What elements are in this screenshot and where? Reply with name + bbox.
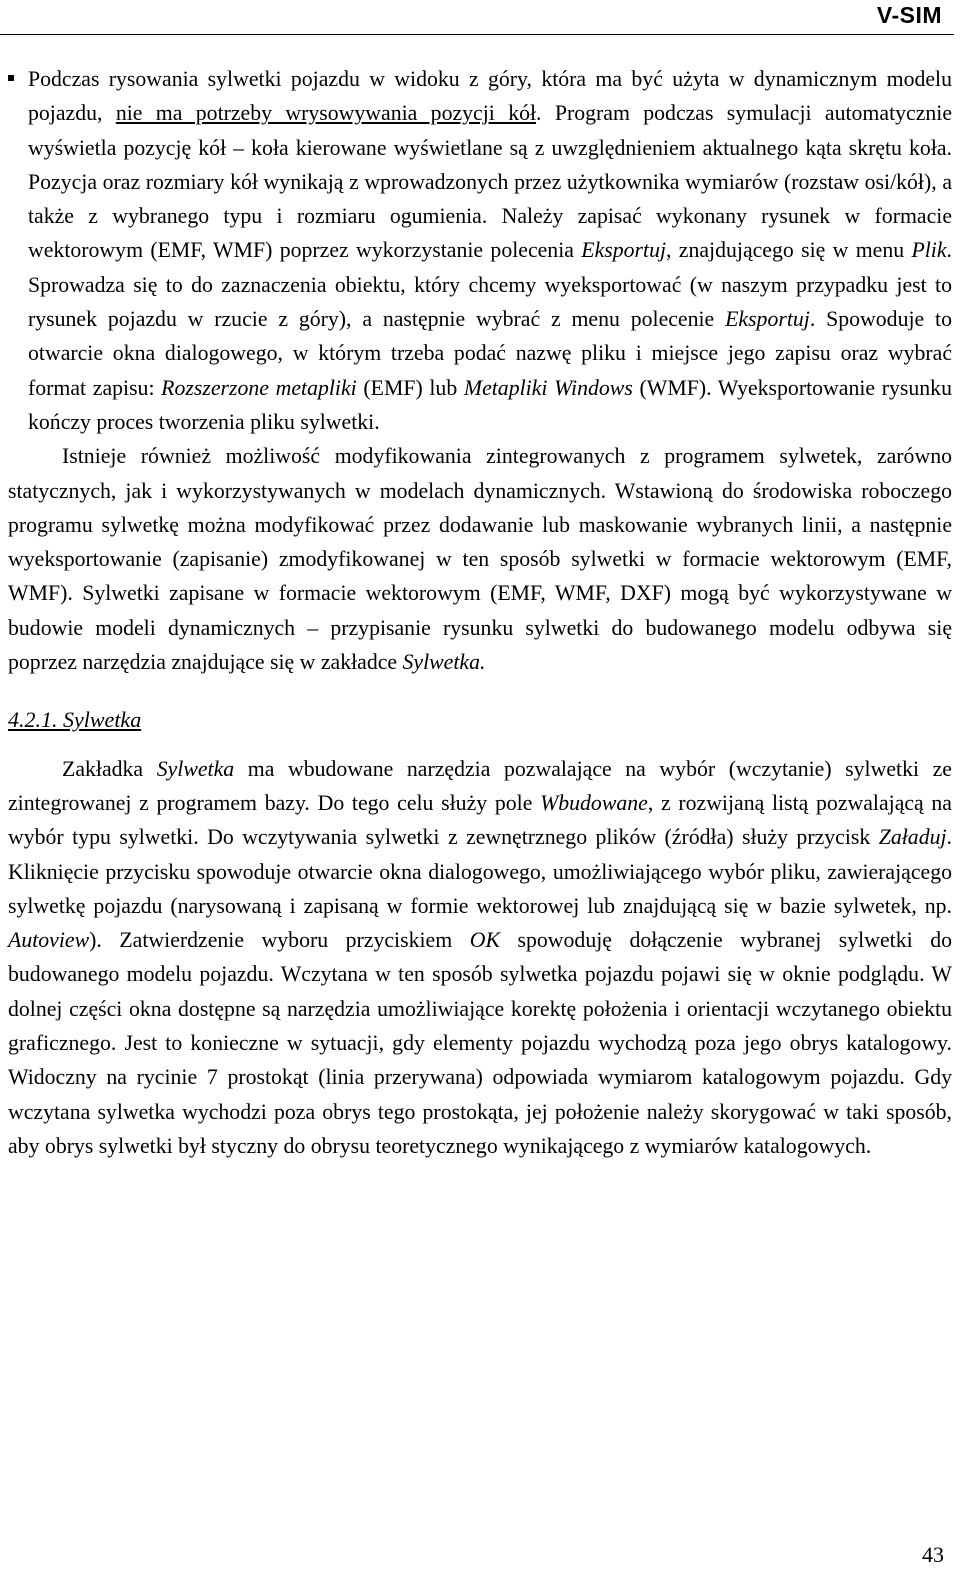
paragraph-modification	[8, 439, 952, 679]
italic-term-sylwetka: Sylwetka	[156, 756, 235, 781]
bullet-text: . Sprowadza się to do zaznaczenia obiektu, który chcemy wyeksportować (w naszym przypadku jest to rysunek pojazdu w rzucie z góry), a następnie wybrać z menu polecenie	[28, 238, 952, 332]
italic-term-ok: OK	[469, 928, 500, 953]
paragraph-text: ). Zatwierdzenie wyboru przyciskiem	[89, 928, 470, 953]
bullet-paragraph	[8, 62, 952, 439]
italic-term-autoview: Autoview	[8, 928, 90, 953]
bullet-text: Podczas rysowania sylwetki pojazdu w widoku z góry, która ma być użyta w dynamicznym modelu pojazdu,	[28, 67, 952, 126]
paragraph-text: . Kliknięcie przycisku spowoduje otwarcie okna dialogowego, umożliwiającego wybór pliku, zawierającego sylwetkę pojazdu (narysowaną i zapisaną w formie wektorowej lub znajdującą się w bazie sylwetek, np.	[8, 825, 952, 918]
bullet-text: (EMF) lub	[356, 375, 464, 400]
underlined-phrase: nie ma potrzeby wrysowywania pozycji kół	[115, 101, 537, 126]
document-body	[8, 62, 952, 1163]
paragraph-text: Istnieje również możliwość modyfikowania zintegrowanych z programem sylwetek, zarówno statycznych, jak i wykorzystywanych w modelach dynamicznych. Wstawioną do środowiska roboczego programu sylwetkę można modyfikować przez dodawanie lub maskowanie wybranych linii, a następnie wyeksportowanie (zapisanie) zmodyfikowanej w ten sposób sylwetki w formacie wektorowym (EMF, WMF). Sylwetki zapisane w formacie wektorowym (EMF, WMF, DXF) mogą być wykorzystywane w budowie modeli dynamicznych – przypisanie rysunku sylwetki do budowanego modelu odbywa się poprzez narzędzia znajdujące się w zakładce	[8, 444, 952, 675]
bullet-text: (WMF). Wyeksportowanie rysunku kończy proces tworzenia pliku sylwetki.	[28, 375, 952, 434]
bullet-text: , znajdującego się w menu	[666, 238, 912, 263]
paragraph-text: Zakładka	[62, 756, 157, 781]
page-header	[0, 0, 954, 35]
paragraph-text: , z rozwijaną listą pozwalającą na wybór typu sylwetki. Do wczytywania sylwetki z zewnętrznego plików (źródła) służy przycisk	[8, 790, 952, 850]
header-title: V-SIM	[876, 2, 942, 28]
italic-term-wbudowane: Wbudowane	[540, 790, 648, 815]
paragraph-sylwetka-tab	[8, 752, 952, 1164]
italic-term-plik: Plik	[911, 238, 947, 263]
bullet-text: . Program podczas symulacji automatycznie wyświetla pozycję kół – koła kierowane wyświetlane są z uwzględnieniem aktualnego kąta skrętu koła. Pozycja oraz rozmiary kół wynikają z wprowadzonych przez użytkownika wymiarów (rozstaw osi/kół), a także z wybranego typu i rozmiaru ogumienia. Należy zapisać wykonany rysunek w formacie wektorowym (EMF, WMF) poprzez wykorzystanie polecenia	[28, 101, 952, 263]
italic-term-sylwetka: Sylwetka.	[402, 650, 486, 675]
section-heading	[8, 703, 952, 737]
italic-term-rozszerzone-metapliki: Rozszerzone metapliki	[161, 375, 357, 400]
italic-term-zaladuj: Załaduj	[878, 825, 947, 850]
italic-term-eksportuj: Eksportuj	[581, 238, 667, 263]
italic-term-eksportuj: Eksportuj	[725, 307, 810, 332]
page-number: 43	[922, 1542, 944, 1567]
paragraph-text: ma wbudowane narzędzia pozwalające na wybór (wczytanie) sylwetki ze zintegrowanej z programem bazy. Do tego celu służy pole	[8, 756, 952, 815]
paragraph-text: spowoduję dołączenie wybranej sylwetki do budowanego modelu pojazdu. Wczytana w ten sposób sylwetka pojazdu pojawi się w oknie podglądu. W dolnej części okna dostępne są narzędzia umożliwiające korektę położenia i orientacji wczytanego obiektu graficznego. Jest to konieczne w sytuacji, gdy elementy pojazdu wychodzą poza jego obrys katalogowy. Widoczny na rycinie 7 prostokąt (linia przerywana) odpowiada wymiarom katalogowym pojazdu. Gdy wczytana sylwetka wychodzi poza obrys tego prostokąta, jej położenie należy skorygować w taki sposób, aby obrys sylwetki był styczny do obrysu teoretycznego wynikającego z wymiarów katalogowych.	[8, 928, 952, 1158]
italic-term-metapliki-windows: Metapliki Windows	[463, 375, 633, 400]
section-heading-text: 4.2.1. Sylwetka	[8, 707, 142, 733]
bullet-square-icon	[8, 75, 14, 81]
bullet-text: . Spowoduje to otwarcie okna dialogowego, w którym trzeba podać nazwę pliku i miejsce jego zapisu oraz wybrać format zapisu:	[28, 307, 953, 400]
